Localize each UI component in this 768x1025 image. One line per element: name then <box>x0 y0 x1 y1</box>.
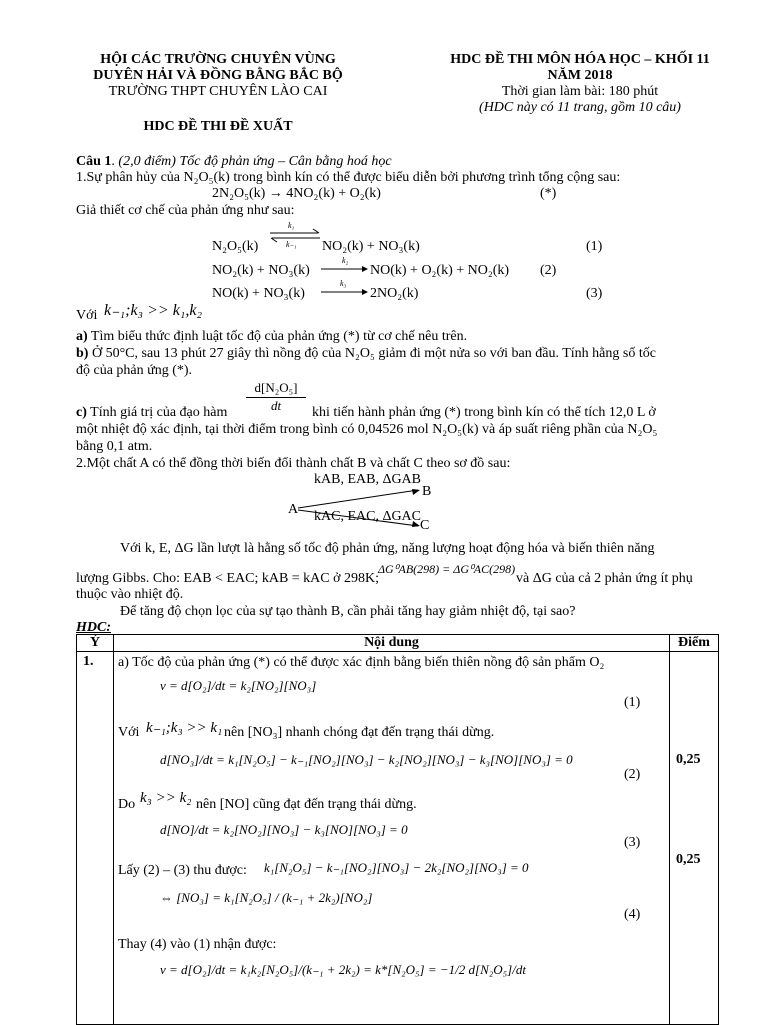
part-a <box>76 328 467 345</box>
score-2: 0,25 <box>676 852 701 867</box>
step2-product: NO(k) + O₂(k) + NO₂(k) <box>370 263 510 278</box>
part2-text3: thuộc vào nhiệt độ. <box>76 587 184 602</box>
hdc-tag4: (4) <box>624 907 641 922</box>
exam-proposal-label: HDC ĐỀ THI ĐỀ XUẤT <box>143 119 293 134</box>
col-header-content: Nội dung <box>114 635 670 652</box>
part2-intro: 2.Một chất A có thể đồng thời biến đổi thành chất B và chất C theo sơ đồ sau: <box>76 456 511 471</box>
part-b <box>76 345 656 362</box>
step3-product: 2NO₂(k) <box>370 286 419 301</box>
scheme-C: C <box>420 518 430 533</box>
part-c <box>76 404 227 421</box>
row-number: 1. <box>77 652 114 1025</box>
part-a-label: a) <box>76 329 88 344</box>
part-c-text4: bằng 0,1 atm. <box>76 439 153 454</box>
step3-k: k₃ <box>340 279 347 288</box>
scheme-top-label: kAB, EAB, ΔGAB <box>314 472 422 487</box>
hdc-eq-sub: k₁[N₂O₅] − k₋₁[NO₂][NO₃] − 2k₂[NO₂][NO₃] = 0 <box>264 860 529 875</box>
hdc-lay: Lấy (2) – (3) thu được: <box>118 863 247 878</box>
part-a-text: Tìm biểu thức định luật tốc độ của phản ứng (*) từ cơ chế nêu trên. <box>90 329 468 344</box>
scheme-A: A <box>288 502 299 517</box>
step1-reactant: N₂O₅(k) <box>212 239 259 254</box>
overall-equation: 2N₂O₅(k) → 4NO₂(k) + O₂(k) <box>212 186 381 201</box>
part2-text1: Với k, E, ΔG lần lượt là hằng số tốc độ phản ứng, năng lượng hoạt động hóa và biến thiên năng <box>120 541 655 556</box>
exam-duration: Thời gian làm bài: 180 phút <box>501 84 659 99</box>
hdc-cond3: k₃ >> k₂ <box>140 790 192 806</box>
score-1: 0,25 <box>676 752 701 767</box>
step1-tag: (1) <box>586 239 603 254</box>
step3-reactant: NO(k) + NO₃(k) <box>212 286 305 301</box>
col-header-y: Ý <box>77 635 114 652</box>
question-topic: Tốc độ phản ứng – Cân bằng hoá học <box>179 154 392 169</box>
part-b-text: Ở 50°C, sau 13 phút 27 giây thì nồng độ của N₂O₅ giảm đi một nửa so với ban đầu. Tính hằng số tốc <box>91 346 656 361</box>
question-title: Câu 1. (2,0 điểm) Tốc độ phản ứng – Cân bằng hoá học <box>76 154 392 169</box>
part1-intro: 1.Sự phân hủy của N₂O₅(k) trong bình kín có thể được biểu diễn bởi phương trình tổng cộng sau: <box>76 170 621 185</box>
row-content <box>114 652 670 1025</box>
hdc-ss-text: nên [NO₃] nhanh chóng đạt đến trạng thái dừng. <box>224 725 495 740</box>
part-c-text2: khi tiến hành phản ứng (*) trong bình kín có thể tích 12,0 L ở <box>312 405 656 420</box>
hdc-thay: Thay (4) vào (1) nhận được: <box>118 937 277 952</box>
step3-tag: (3) <box>586 286 603 301</box>
step2-reactant: NO₂(k) + NO₃(k) <box>212 263 310 278</box>
hdc-tag3: (3) <box>624 835 641 850</box>
step2-k: k₂ <box>342 256 349 265</box>
hdc-eq1: v = d[O₂]/dt = k₂[NO₂][NO₃] <box>160 678 317 693</box>
header-left-line2: DUYÊN HẢI VÀ ĐỒNG BẰNG BẮC BỘ <box>93 68 343 83</box>
question-points: (2,0 điểm) <box>118 154 176 169</box>
header-left-line1: HỘI CÁC TRƯỜNG CHUYÊN VÙNG <box>100 52 336 67</box>
fraction-numerator: d[N₂O₅] <box>246 380 306 398</box>
condition-label: Với <box>76 308 98 323</box>
hdc-cond2: k₋₁;k₃ >> k₁ <box>146 720 223 736</box>
part-c-label: c) <box>76 405 87 420</box>
hdc-do: Do <box>118 797 136 812</box>
hdc-tag1: (1) <box>624 695 641 710</box>
hdc-ss-text2: nên [NO] cũng đạt đến trạng thái dừng. <box>196 797 417 812</box>
row-score <box>670 652 719 1025</box>
table-row <box>77 652 719 1025</box>
table-header-row <box>77 635 719 652</box>
scheme-B: B <box>422 484 432 499</box>
mechanism-intro: Giả thiết cơ chế của phản ứng như sau: <box>76 203 295 218</box>
fraction-denominator: dt <box>270 398 282 413</box>
step2-tag: (2) <box>540 263 557 278</box>
answer-table <box>76 634 719 1025</box>
part2-text2a: lượng Gibbs. Cho: EAB < EAC; kAB = kAC ở 298K; <box>76 571 380 586</box>
rate-constant-condition: k₋₁;k₃ >> k₁,k₂ <box>104 302 203 319</box>
part-c-text3: một nhiệt độ xác định, tại thời điểm trong bình có 0,04526 mol N₂O₅(k) và áp suất riêng phần của N₂O₅ <box>76 422 658 437</box>
step1-product: NO₂(k) + NO₃(k) <box>322 239 420 254</box>
part2-text4: Để tăng độ chọn lọc của sự tạo thành B, cần phải tăng hay giảm nhiệt độ, tại sao? <box>120 604 576 619</box>
gibbs-equality: ΔG⁰AB(298) = ΔG⁰AC(298) <box>378 562 516 576</box>
part-c-text1: Tính giá trị của đạo hàm <box>90 405 228 420</box>
exam-pages-note: (HDC này có 11 trang, gồm 10 câu) <box>479 100 681 115</box>
step1-k-forward: k₁ <box>288 221 295 230</box>
hdc-label: HDC: <box>76 620 111 635</box>
school-name: TRƯỜNG THPT CHUYÊN LÀO CAI <box>108 84 328 99</box>
hdc-voi: Với <box>118 725 140 740</box>
hdc-eq5: v = d[O₂]/dt = k₁k₂[N₂O₅]/(k₋₁ + 2k₂) = k*[N₂O₅] = −1/2 d[N₂O₅]/dt <box>160 962 526 977</box>
hdc-eq2: d[NO₃]/dt = k₁[N₂O₅] − k₋₁[NO₂][NO₃] − k₂[NO₂][NO₃] − k₃[NO][NO₃] = 0 <box>160 752 573 767</box>
exam-year: NĂM 2018 <box>547 68 613 83</box>
overall-equation-tag: (*) <box>540 186 557 201</box>
derivative-fraction <box>246 380 306 414</box>
scheme-bottom-label: kAC, EAC, ΔGAC <box>314 509 422 524</box>
step1-k-reverse: k₋₁ <box>286 240 297 249</box>
col-header-score: Điểm <box>670 635 719 652</box>
part2-text2b: và ΔG của cả 2 phản ứng ít phụ <box>516 571 693 586</box>
school-association <box>68 52 368 84</box>
exam-title: HDC ĐỀ THI MÔN HÓA HỌC – KHỐI 11 <box>450 52 710 67</box>
hdc-eq4: ⇔ [NO₃] = k₁[N₂O₅] / (k₋₁ + 2k₂)[NO₂] <box>160 890 373 905</box>
part-b-label: b) <box>76 346 89 361</box>
part-b-text-cont: độ của phản ứng (*). <box>76 363 193 378</box>
hdc-eq3: d[NO]/dt = k₂[NO₂][NO₃] − k₃[NO][NO₃] = 0 <box>160 822 408 837</box>
hdc-tag2: (2) <box>624 767 641 782</box>
question-number: Câu 1 <box>76 154 112 169</box>
hdc-a-intro: a) Tốc độ của phản ứng (*) có thể được xác định bằng biến thiên nồng độ sản phẩm O₂ <box>118 655 605 670</box>
